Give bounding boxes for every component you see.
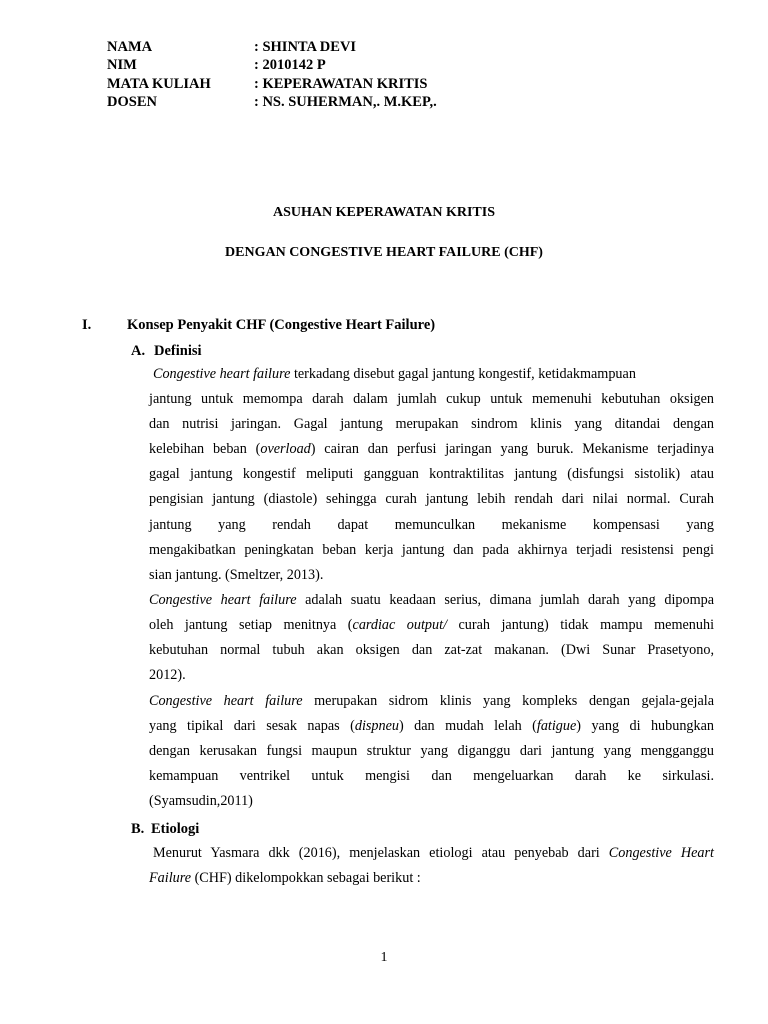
definition-paragraph-1 (149, 362, 714, 588)
text-line: sian jantung. (Smeltzer, 2013). (149, 566, 324, 583)
info-value-dosen: : NS. SUHERMAN,. M.KEP,. (254, 94, 437, 110)
text-line: oleh jantung setiap menitnya (cardiac output/ curah jantung) tidak mampu memenuhi (149, 617, 715, 634)
text-line: kemampuan ventrikel untuk mengisi dan mengeluarkan darah ke sirkulasi. (149, 768, 714, 785)
text-line: jantung yang rendah dapat memunculkan mekanisme kompensasi yang (149, 516, 714, 533)
text-line: Congestive heart failure adalah suatu keadaan serius, dimana jumlah darah yang dipompa (149, 592, 714, 608)
text-line: Failure (CHF) dikelompokkan sebagai berikut : (149, 870, 421, 887)
document-subtitle: DENGAN CONGESTIVE HEART FAILURE (CHF) (225, 245, 543, 260)
etiology-paragraph (149, 841, 714, 891)
text-line: yang tipikal dari sesak napas (dispneu) dan mudah lelah (fatigue) yang di hubungkan (149, 718, 715, 735)
text-line: dan nutrisi jaringan. Gagal jantung merupakan sindrom klinis yang ditandai dengan (149, 416, 714, 433)
text-line: dengan kerusakan fungsi maupun struktur yang diganggu dari jantung yang mengganggu (149, 743, 714, 760)
text-line: Menurut Yasmara dkk (2016), menjelaskan etiologi atau penyebab dari Congestive Heart (153, 845, 714, 861)
definition-paragraph-2 (149, 588, 714, 688)
text-line: (Syamsudin,2011) (149, 793, 253, 810)
text-line: kelebihan beban (overload) cairan dan perfusi jaringan yang buruk. Mekanisme terjadinya (149, 441, 714, 458)
page-number: 1 (380, 950, 388, 965)
text-line: pengisian jantung (diastole) sehingga curah jantung lebih rendah dari nilai normal. Curah (149, 491, 714, 508)
subsection-a-marker: A. (131, 343, 146, 359)
info-label-nama: NAMA (107, 39, 153, 55)
text-line: kebutuhan normal tubuh akan oksigen dan zat-zat makanan. (Dwi Sunar Prasetyono, (149, 642, 714, 659)
info-value-nama: : SHINTA DEVI (254, 39, 357, 55)
info-label-nim: NIM (107, 57, 137, 73)
text-line: gagal jantung kongestif meliputi gangguan kontraktilitas jantung (disfungsi sistolik) atau (149, 466, 714, 483)
info-value-nim: : 2010142 P (254, 57, 326, 73)
info-value-mata-kuliah: : KEPERAWATAN KRITIS (254, 76, 428, 92)
subsection-b-marker: B. (131, 821, 145, 837)
subsection-b-heading: Etiologi (151, 821, 200, 837)
text-line: mengakibatkan peningkatan beban kerja jantung dan pada akhirnya terjadi resistensi pengi (149, 541, 714, 558)
subsection-a-heading: Definisi (154, 343, 202, 359)
text-line: 2012). (149, 667, 186, 684)
text-line: Congestive heart failure merupakan sidrom klinis yang kompleks dengan gejala-gejala (149, 693, 714, 709)
info-label-mata-kuliah: MATA KULIAH (107, 76, 211, 92)
info-label-dosen: DOSEN (107, 94, 157, 110)
document-title: ASUHAN KEPERAWATAN KRITIS (273, 205, 495, 220)
text-line: Congestive heart failure terkadang disebut gagal jantung kongestif, ketidakmampuan (153, 366, 636, 382)
section-heading: Konsep Penyakit CHF (Congestive Heart Failure) (127, 317, 436, 333)
section-number: I. (82, 317, 92, 333)
text-line: jantung untuk memompa darah dalam jumlah cukup untuk memenuhi kebutuhan oksigen (149, 391, 714, 408)
definition-paragraph-3 (149, 689, 714, 814)
